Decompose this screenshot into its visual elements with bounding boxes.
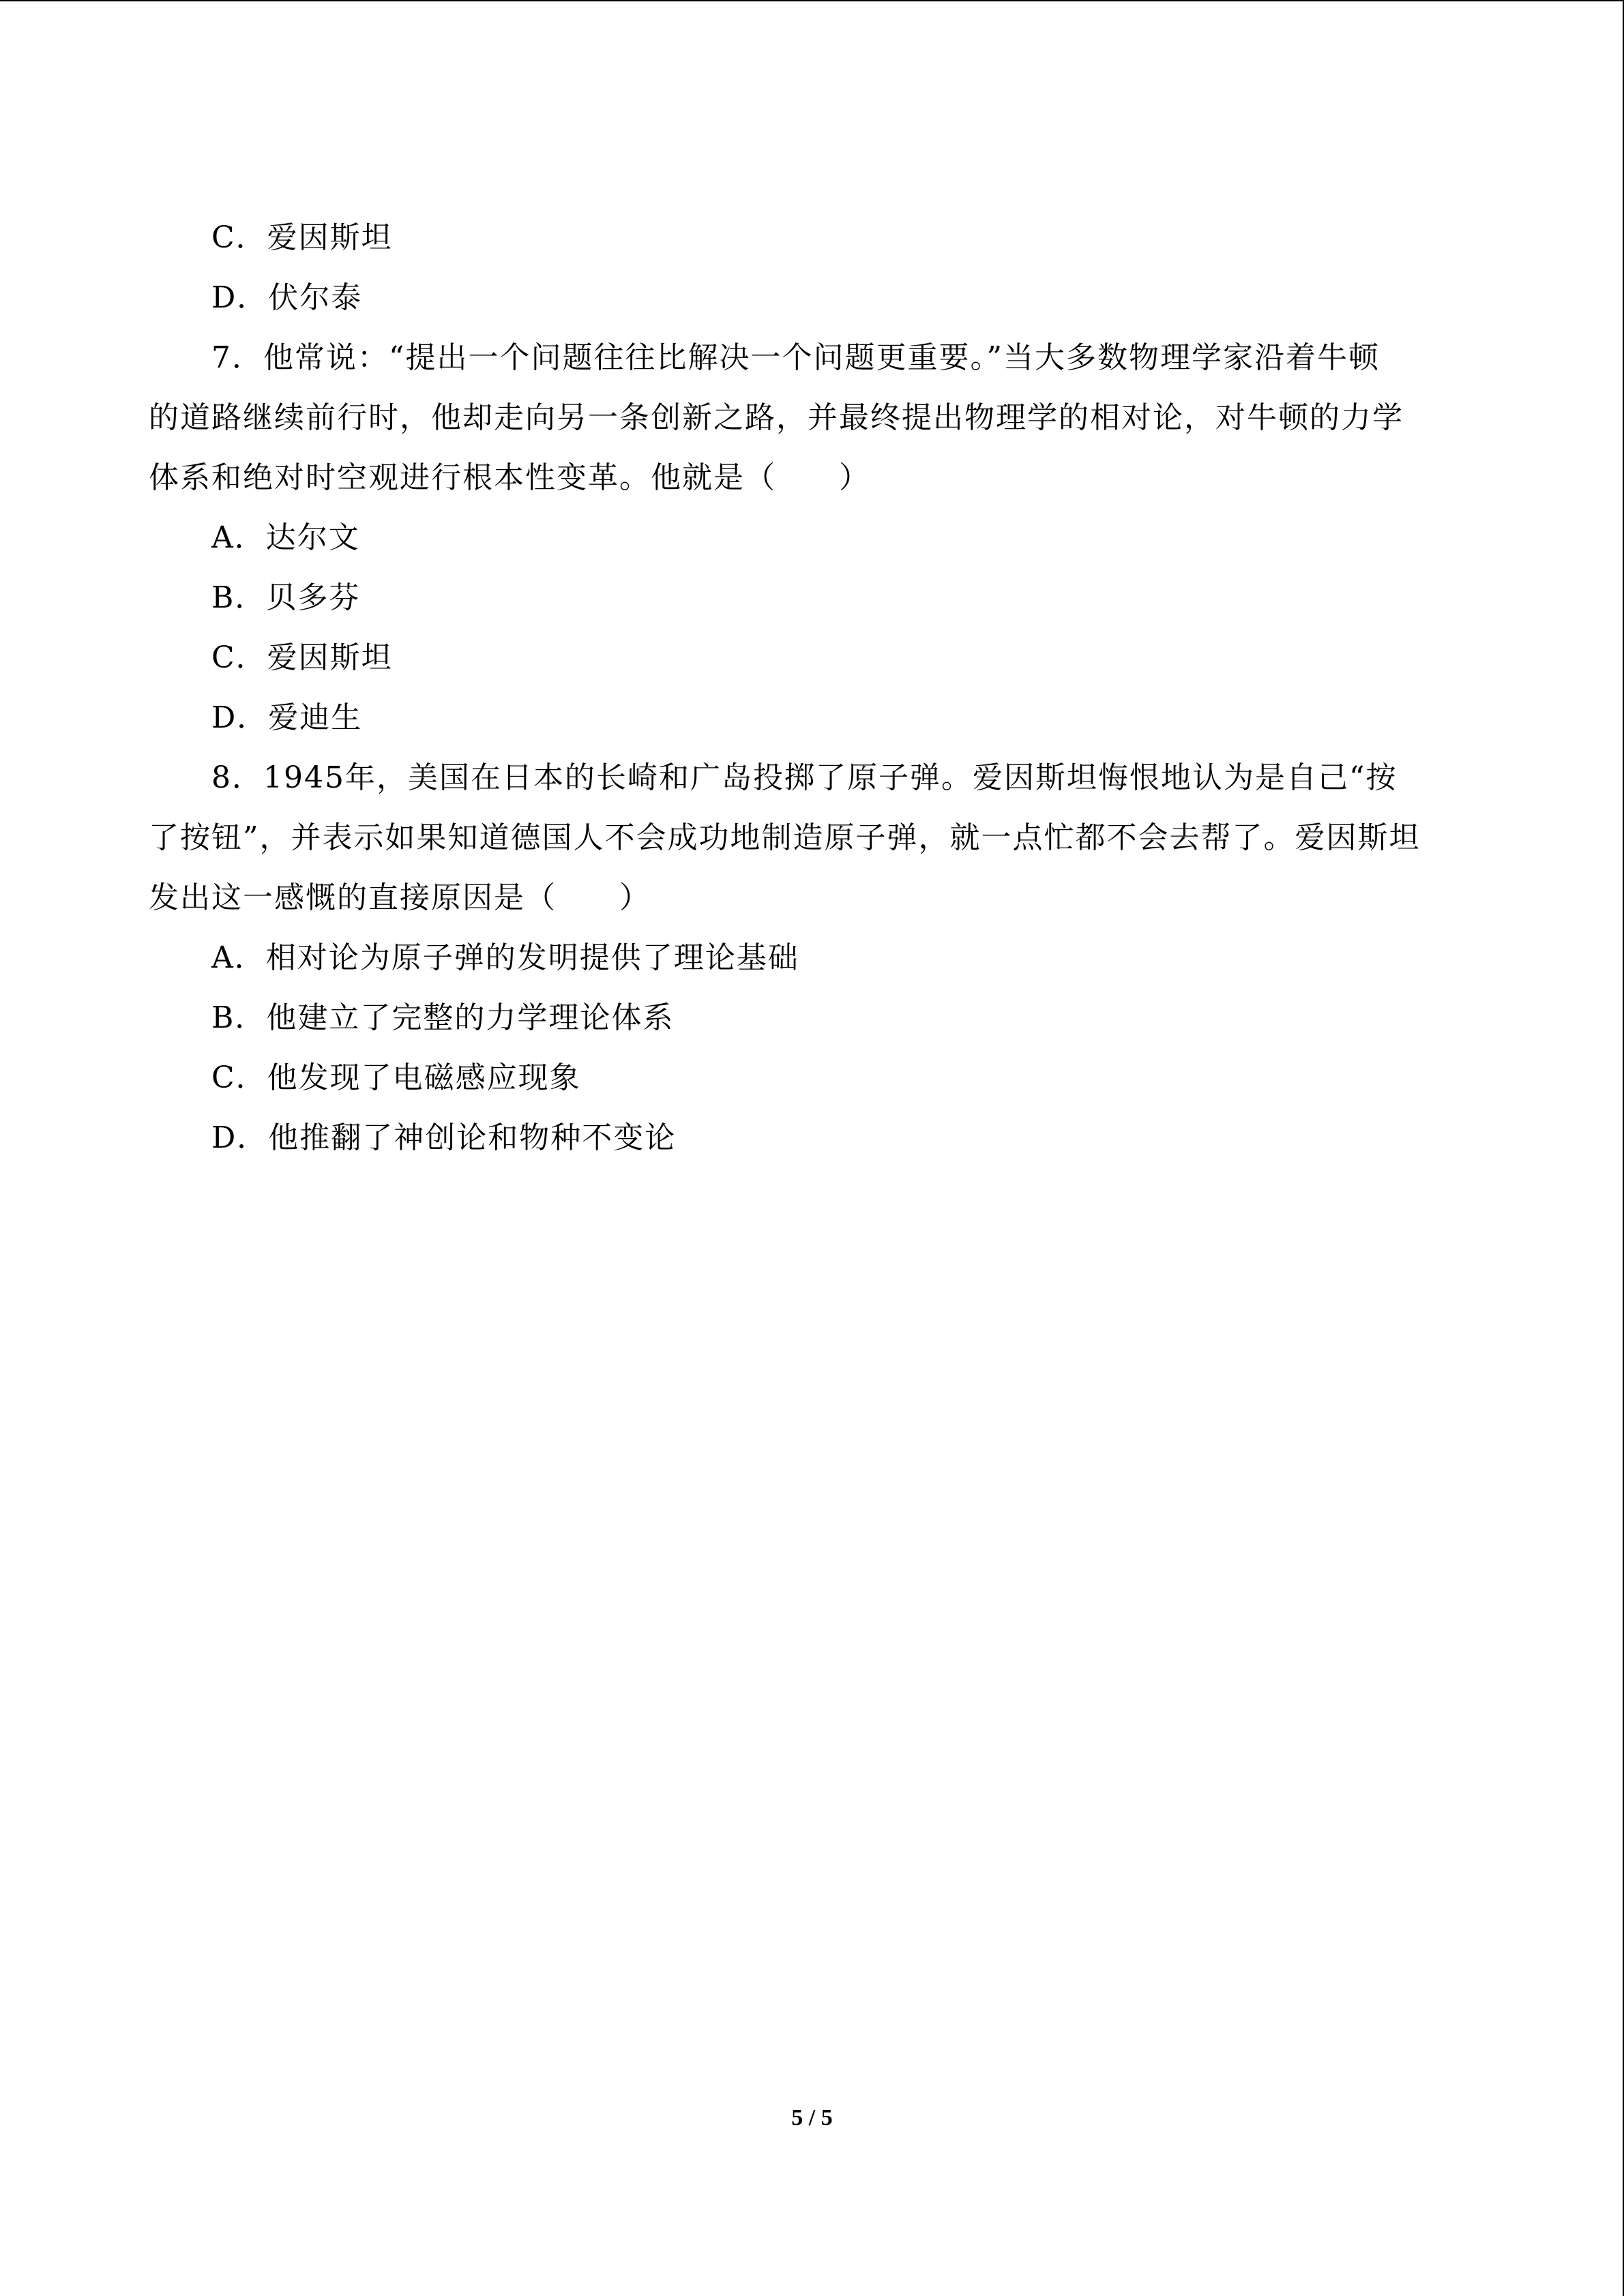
document-body: [149, 208, 1479, 1168]
q8-option-b: B．他建立了完整的力学理论体系: [211, 1000, 675, 1035]
q7-stem-line-2: 的道路继续前行时，他却走向另一条创新之路，并最终提出物理学的相对论，对牛顿的力学: [149, 400, 1404, 435]
q7-stem-line-1: 7．他常说：“提出一个问题往往比解决一个问题更重要。”当大多数物理学家沿着牛顿: [211, 340, 1380, 375]
q6-option-d: D．伏尔泰: [211, 280, 363, 315]
q8-stem-line-2: 了按钮”，并表示如果知道德国人不会成功地制造原子弹，就一点忙都不会去帮了。爱因斯坦: [149, 820, 1421, 855]
q8-stem-line-1: 8．1945年，美国在日本的长崎和广岛投掷了原子弹。爱因斯坦悔恨地认为是自己“按: [211, 760, 1398, 795]
q7-option-a: A．达尔文: [211, 520, 360, 555]
q8-option-d: D．他推翻了神创论和物种不变论: [211, 1120, 677, 1155]
q7-option-d: D．爱迪生: [211, 700, 363, 735]
q7-stem-line-3: 体系和绝对时空观进行根本性变革。他就是（ ）: [149, 460, 870, 495]
page-number: 5 / 5: [791, 2105, 833, 2130]
q8-option-c: C．他发现了电磁感应现象: [211, 1060, 581, 1095]
q8-stem-line-3: 发出这一感慨的直接原因是（ ）: [149, 880, 651, 915]
q7-option-c: C．爱因斯坦: [211, 640, 393, 675]
q6-option-c: C．爱因斯坦: [211, 220, 393, 255]
q8-option-a: A．相对论为原子弹的发明提供了理论基础: [211, 940, 799, 975]
q7-option-b: B．贝多芬: [211, 580, 361, 615]
